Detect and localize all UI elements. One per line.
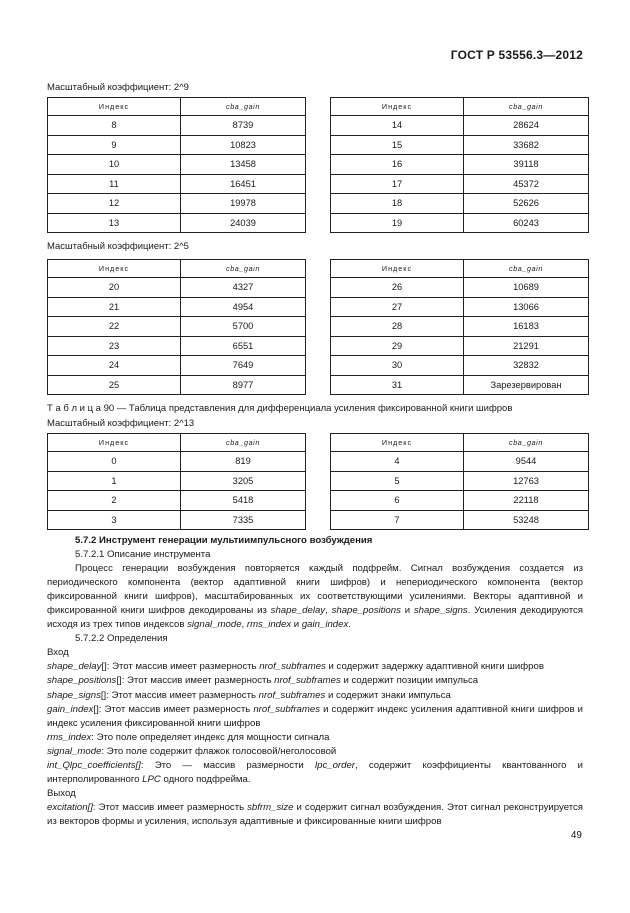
column-header-index: Индекс <box>48 98 181 116</box>
table-row <box>48 471 306 491</box>
definition-item: rms_index: Это поле определяет индекс для мощности сигнала <box>47 731 330 743</box>
table-row <box>331 491 589 511</box>
table-row <box>331 375 589 395</box>
table-row <box>48 510 306 530</box>
cell-gain: 8977 <box>181 375 306 395</box>
input-label: Вход <box>47 647 69 659</box>
cell-index: 11 <box>48 174 181 194</box>
table-row <box>48 375 306 395</box>
table-row <box>48 213 306 233</box>
output-label: Выход <box>47 787 76 799</box>
cell-gain: 52626 <box>464 194 589 214</box>
table-row <box>48 452 306 472</box>
cell-gain: 53248 <box>464 510 589 530</box>
definition-item: shape_positions[]: Этот массив имеет размерность nrof_subframes и содержит позиции импульса <box>47 675 479 687</box>
table-row <box>48 194 306 214</box>
column-header-index: Индекс <box>331 260 464 278</box>
cell-index: 25 <box>48 375 181 395</box>
cell-gain: 16451 <box>181 174 306 194</box>
cell-gain: 819 <box>181 452 306 472</box>
cell-gain: 12763 <box>464 471 589 491</box>
table-row <box>48 116 306 136</box>
table-row <box>331 471 589 491</box>
cell-gain: 19978 <box>181 194 306 214</box>
cell-index: 2 <box>48 491 181 511</box>
table-header <box>48 434 306 452</box>
cell-index: 17 <box>331 174 464 194</box>
cell-index: 26 <box>331 278 464 298</box>
table-row <box>331 297 589 317</box>
column-header-gain: cba_gain <box>464 98 589 116</box>
output-definition: excitation[]: Этот массив имеет размерность sbfrm_size и содержит сигнал возбуждения. Этот сигнал реконструируется из векторов формы и усиления, используя адаптивные и фиксированные книги шифров <box>47 801 583 827</box>
table-row <box>48 155 306 175</box>
cell-index: 16 <box>331 155 464 175</box>
cell-gain: 5418 <box>181 491 306 511</box>
cell-gain: 33682 <box>464 135 589 155</box>
table-row <box>331 336 589 356</box>
cell-index: 5 <box>331 471 464 491</box>
cell-index: 22 <box>48 317 181 337</box>
cell-index: 15 <box>331 135 464 155</box>
cell-gain: 7335 <box>181 510 306 530</box>
scale-caption-1: Масштабный коэффициент: 2^9 <box>47 82 189 93</box>
column-header-gain: cba_gain <box>181 434 306 452</box>
cell-gain: 22118 <box>464 491 589 511</box>
table-row <box>331 194 589 214</box>
gain-table-scale9-left <box>47 97 306 233</box>
cell-gain: 10689 <box>464 278 589 298</box>
definition-item: shape_signs[]: Этот массив имеет размерность nrof_subframes и содержит знаки импульса <box>47 689 451 701</box>
cell-index: 30 <box>331 356 464 376</box>
column-header-index: Индекс <box>48 434 181 452</box>
cell-gain: 9544 <box>464 452 589 472</box>
cell-index: 20 <box>48 278 181 298</box>
table90-title <box>47 403 512 414</box>
cell-gain: 13066 <box>464 297 589 317</box>
table-header <box>331 434 589 452</box>
gain-table-scale5-right <box>330 259 589 395</box>
cell-index: 9 <box>48 135 181 155</box>
cell-gain: Зарезервирован <box>464 375 589 395</box>
cell-gain: 3205 <box>181 471 306 491</box>
table-row <box>48 278 306 298</box>
definition-item: shape_delay[]: Этот массив имеет размерность nrof_subframes и содержит задержку адаптивной книги шифров <box>47 661 544 673</box>
cell-gain: 60243 <box>464 213 589 233</box>
table-row <box>331 356 589 376</box>
column-header-index: Индекс <box>331 434 464 452</box>
cell-index: 14 <box>331 116 464 136</box>
table-header <box>331 260 589 278</box>
table-row <box>331 135 589 155</box>
table-header <box>48 98 306 116</box>
scale-caption-3: Масштабный коэффициент: 2^13 <box>47 418 195 429</box>
scale-caption-2: Масштабный коэффициент: 2^5 <box>47 241 189 252</box>
cell-gain: 5700 <box>181 317 306 337</box>
cell-index: 0 <box>48 452 181 472</box>
table-row <box>331 510 589 530</box>
cell-gain: 13458 <box>181 155 306 175</box>
cell-index: 29 <box>331 336 464 356</box>
cell-index: 28 <box>331 317 464 337</box>
cell-index: 18 <box>331 194 464 214</box>
cell-index: 10 <box>48 155 181 175</box>
table-row <box>48 135 306 155</box>
column-header-index: Индекс <box>331 98 464 116</box>
cell-gain: 7649 <box>181 356 306 376</box>
cell-gain: 6551 <box>181 336 306 356</box>
cell-index: 19 <box>331 213 464 233</box>
table90-title-text: — Таблица представления для дифференциала усиления фиксированной книги шифров <box>116 403 513 414</box>
column-header-gain: cba_gain <box>181 98 306 116</box>
table-header <box>331 98 589 116</box>
table-row <box>331 174 589 194</box>
column-header-gain: cba_gain <box>181 260 306 278</box>
cell-index: 31 <box>331 375 464 395</box>
table-row <box>331 155 589 175</box>
gain-table-90-left <box>47 433 306 530</box>
cell-index: 6 <box>331 491 464 511</box>
cell-index: 4 <box>331 452 464 472</box>
cell-index: 21 <box>48 297 181 317</box>
cell-gain: 24039 <box>181 213 306 233</box>
cell-index: 27 <box>331 297 464 317</box>
cell-index: 3 <box>48 510 181 530</box>
cell-index: 12 <box>48 194 181 214</box>
definition-item: signal_mode: Это поле содержит флажок голосовой/неголосовой <box>47 745 337 757</box>
cell-gain: 21291 <box>464 336 589 356</box>
table-header <box>48 260 306 278</box>
table-row <box>48 336 306 356</box>
cell-gain: 28624 <box>464 116 589 136</box>
cell-gain: 32832 <box>464 356 589 376</box>
cell-index: 24 <box>48 356 181 376</box>
table-row <box>331 317 589 337</box>
column-header-gain: cba_gain <box>464 260 589 278</box>
cell-index: 13 <box>48 213 181 233</box>
gain-table-scale5-left <box>47 259 306 395</box>
subsection-2: 5.7.2.2 Определения <box>75 633 168 645</box>
gain-table-scale9-right <box>330 97 589 233</box>
standard-header: ГОСТ Р 53556.3—2012 <box>450 48 583 62</box>
table-row <box>48 297 306 317</box>
cell-index: 7 <box>331 510 464 530</box>
table-row <box>48 317 306 337</box>
cell-index: 23 <box>48 336 181 356</box>
column-header-index: Индекс <box>48 260 181 278</box>
column-header-gain: cba_gain <box>464 434 589 452</box>
cell-gain: 39118 <box>464 155 589 175</box>
cell-index: 8 <box>48 116 181 136</box>
section-heading: 5.7.2 Инструмент генерации мультиимпульсного возбуждения <box>75 535 373 546</box>
table-row <box>331 452 589 472</box>
table-row <box>48 491 306 511</box>
cell-gain: 45372 <box>464 174 589 194</box>
definition-item: gain_index[]: Этот массив имеет размерность nrof_subframes и содержит индекс усиления адаптивной книги шифров и индекс усиления фиксированной книги шифров <box>47 703 583 729</box>
cell-index: 1 <box>48 471 181 491</box>
paragraph-description: Процесс генерации возбуждения повторяется каждый подфрейм. Сигнал возбуждения создается из периодического компонента (вектор адаптивной книги шифров) и непериодического компонента (вектор фиксированной книги шифров), масштабированных их соответствующими усилениями. Векторы адаптивной и фиксированной книги шифров декодированы из shape_delay, shape_positions и shape_signs. Усиления декодируются исходя из трех типов индексов signal_mode, rms_index и gain_index. <box>47 563 583 631</box>
table-row <box>48 174 306 194</box>
table-row <box>331 213 589 233</box>
cell-gain: 16183 <box>464 317 589 337</box>
page-number: 49 <box>570 830 582 841</box>
table-row <box>48 356 306 376</box>
table-row <box>331 278 589 298</box>
cell-gain: 4327 <box>181 278 306 298</box>
definitions-list <box>47 660 583 786</box>
definition-item: int_Qlpc_coefficients[]: Это — массив размерности lpc_order, содержит коэффициенты квантованного и интерполированного LPC одного подфрейма. <box>47 759 584 785</box>
table90-label: Т а б л и ц а 90 <box>47 403 115 414</box>
gain-table-90-right <box>330 433 589 530</box>
table-row <box>331 116 589 136</box>
cell-gain: 4954 <box>181 297 306 317</box>
subsection-1: 5.7.2.1 Описание инструмента <box>75 549 211 561</box>
cell-gain: 8739 <box>181 116 306 136</box>
section-body <box>47 534 583 829</box>
cell-gain: 10823 <box>181 135 306 155</box>
